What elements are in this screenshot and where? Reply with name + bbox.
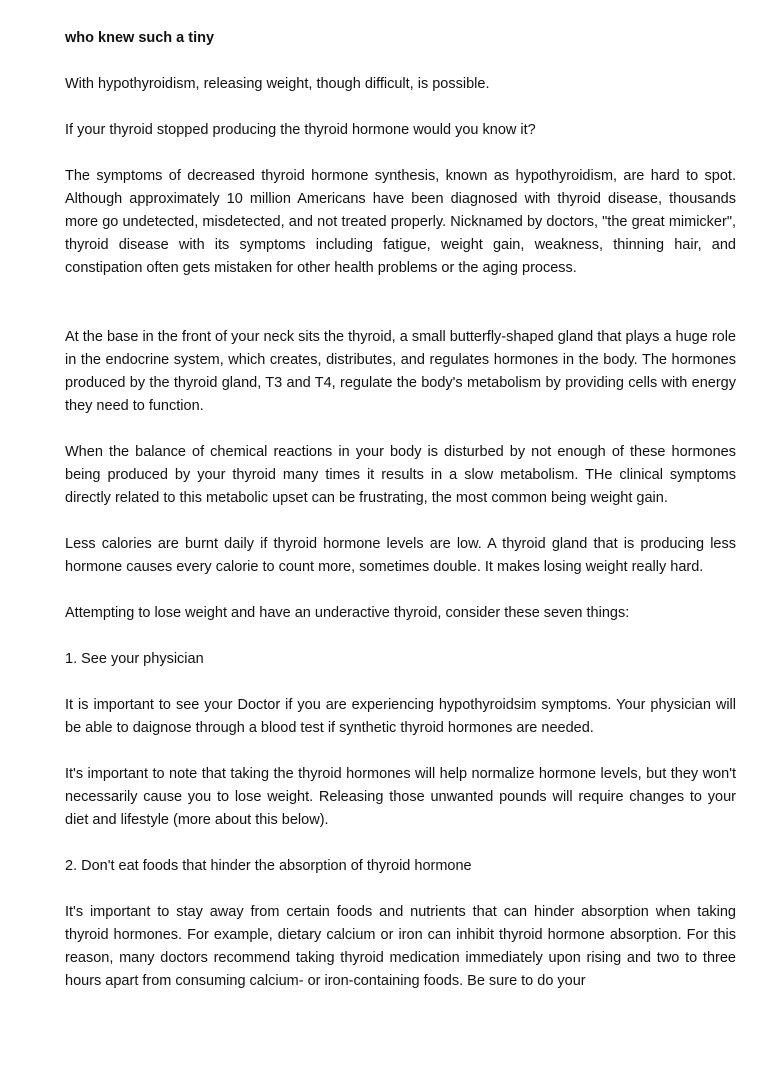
- paragraph-metabolism: When the balance of chemical reactions in your body is disturbed by not enough of these hormones being produced by your thyroid many times it results in a slow metabolism. THe clinical symptoms directly related to this metabolic upset can be frustrating, the most common being weight gain.: [65, 444, 736, 506]
- paragraph-foods-absorption: It's important to stay away from certain foods and nutrients that can hinder absorption when taking thyroid hormones. For example, dietary calcium or iron can inhibit thyroid hormone absorption. For this reason, many doctors recommend taking thyroid medication immediately upon rising and two to three hours apart from consuming calcium- or iron-containing foods. Be sure to do your: [65, 904, 736, 989]
- paragraph-question: If your thyroid stopped producing the thyroid hormone would you know it?: [65, 122, 536, 138]
- paragraph-see-doctor: It is important to see your Doctor if you are experiencing hypothyroidsim symptoms. Your physician will be able to daignose through a blood test if synthetic thyroid hormones are needed.: [65, 697, 736, 736]
- paragraph-symptoms: The symptoms of decreased thyroid hormone synthesis, known as hypothyroidism, are hard to spot. Although approximately 10 million Americans have been diagnosed with thyroid disease, thousands more go undetected, misdetected, and not treated properly. Nicknamed by doctors, "the great mimicker", thyroid disease with its symptoms including fatigue, weight gain, weakness, thinning hair, and constipation often gets mistaken for other health problems or the aging process.: [65, 168, 736, 276]
- heading-see-physician: 1. See your physician: [65, 651, 204, 667]
- paragraph-intro: With hypothyroidism, releasing weight, though difficult, is possible.: [65, 76, 490, 92]
- paragraph-calories: Less calories are burnt daily if thyroid hormone levels are low. A thyroid gland that is producing less hormone causes every calorie to count more, sometimes double. It makes losing weight really hard.: [65, 536, 736, 575]
- document-page: [65, 27, 736, 993]
- heading-avoid-foods: 2. Don't eat foods that hinder the absorption of thyroid hormone: [65, 858, 472, 874]
- document-title: who knew such a tiny: [65, 30, 215, 46]
- paragraph-thyroid-location: At the base in the front of your neck sits the thyroid, a small butterfly-shaped gland that plays a huge role in the endocrine system, which creates, distributes, and regulates hormones in the body. The hormones produced by the thyroid gland, T3 and T4, regulate the body's metabolism by providing cells with energy they need to function.: [65, 329, 736, 414]
- paragraph-hormone-note: It's important to note that taking the thyroid hormones will help normalize hormone levels, but they won't necessarily cause you to lose weight. Releasing those unwanted pounds will require changes to your diet and lifestyle (more about this below).: [65, 766, 736, 828]
- paragraph-seven-things: Attempting to lose weight and have an underactive thyroid, consider these seven things:: [65, 605, 630, 621]
